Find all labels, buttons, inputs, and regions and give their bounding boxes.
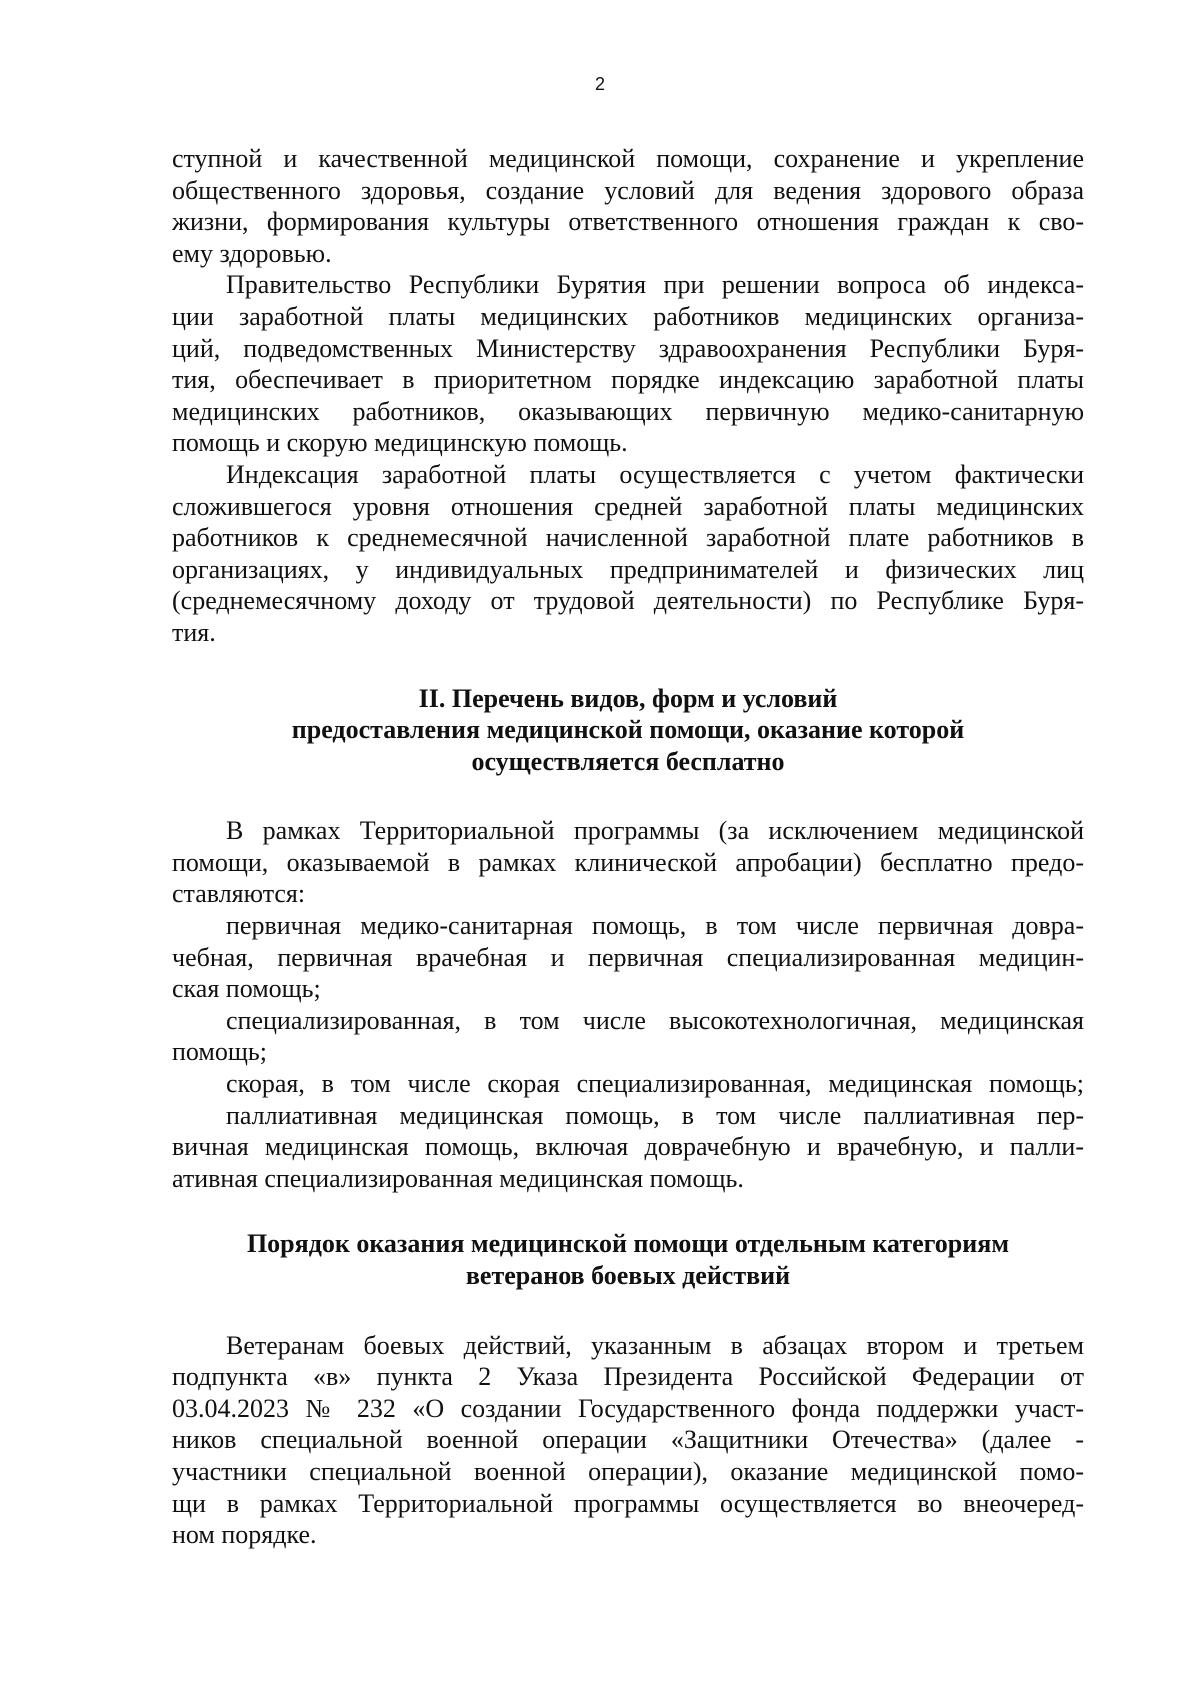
text-line: сложившегося уровня отношения средней заработной платы медицинских <box>172 491 1084 521</box>
text-line: жизни, формирования культуры ответственного отношения граждан к сво- <box>172 207 1084 237</box>
text-line: Индексация заработной платы осуществляется с учетом фактически <box>226 459 1084 489</box>
list-item-palliative-care <box>172 1100 1084 1195</box>
text-line: ставляются: <box>172 879 306 909</box>
text-line: ций, подведомственных Министерству здравоохранения Республики Буря- <box>172 333 1084 363</box>
document-body <box>172 143 1084 1551</box>
text-line: щи в рамках Территориальной программы осуществляется во внеочеред- <box>172 1488 1084 1518</box>
text-line: (среднемесячному доходу от трудовой деятельности) по Республике Буря- <box>172 586 1084 616</box>
section-heading-veterans <box>172 1228 1084 1291</box>
heading-line: Порядок оказания медицинской помощи отдельным категориям <box>246 1229 1010 1259</box>
paragraph-veterans-priority <box>172 1330 1084 1551</box>
text-line: участники специальной военной операции), оказание медицинской помо- <box>172 1456 1084 1486</box>
paragraph-continuation <box>172 143 1084 269</box>
heading-line: II. Перечень видов, форм и условий <box>418 683 838 713</box>
text-line: тия. <box>172 617 216 647</box>
text-line: тия, обеспечивает в приоритетном порядке индексацию заработной платы <box>172 365 1084 395</box>
paragraph-salary-indexation-priority <box>172 269 1084 459</box>
text-line: ном порядке. <box>172 1520 317 1550</box>
text-line: 03.04.2023 № 232 «О создании Государственного фонда поддержки участ- <box>172 1393 1084 1423</box>
heading-line: осуществляется бесплатно <box>471 746 785 776</box>
spacer <box>172 1194 1084 1228</box>
paragraph-program-scope <box>172 815 1084 910</box>
text-line: скорая, в том числе скорая специализированная, медицинская помощь; <box>226 1069 1084 1099</box>
section-heading-free-care <box>172 683 1084 778</box>
spacer <box>172 1292 1084 1330</box>
paragraph-salary-indexation-basis <box>172 459 1084 649</box>
text-line: паллиативная медицинская помощь, в том числе паллиативная пер- <box>226 1100 1084 1130</box>
heading-line: предоставления медицинской помощи, оказание которой <box>291 715 965 745</box>
text-line: вичная медицинская помощь, включая доврачебную и врачебную, и палли- <box>172 1132 1084 1162</box>
text-line: ников специальной военной операции «Защитники Отечества» (далее - <box>172 1425 1084 1455</box>
text-line: организациях, у индивидуальных предпринимателей и физических лиц <box>172 554 1084 584</box>
heading-line: ветеранов боевых действий <box>465 1261 791 1290</box>
text-line: работников к среднемесячной начисленной заработной плате работников в <box>172 523 1084 553</box>
text-line: помощи, оказываемой в рамках клинической апробации) бесплатно предо- <box>172 847 1084 877</box>
text-line: подпункта «в» пункта 2 Указа Президента Российской Федерации от <box>172 1362 1084 1392</box>
text-line: помощь и скорую медицинскую помощь. <box>172 428 628 458</box>
spacer <box>172 777 1084 815</box>
text-line: медицинских работников, оказывающих первичную медико-санитарную <box>172 396 1084 426</box>
text-line: ции заработной платы медицинских работников медицинских организа- <box>172 301 1084 331</box>
text-line: В рамках Территориальной программы (за исключением медицинской <box>226 816 1084 846</box>
text-line: первичная медико-санитарная помощь, в том числе первичная довра- <box>226 911 1084 941</box>
text-line: Правительство Республики Бурятия при решении вопроса об индекса- <box>226 270 1084 300</box>
list-item-emergency-care <box>172 1068 1084 1100</box>
text-line: чебная, первичная врачебная и первичная специализированная медицин- <box>172 942 1084 972</box>
text-line: Ветеранам боевых действий, указанным в абзацах втором и третьем <box>226 1330 1084 1360</box>
spacer <box>172 649 1084 683</box>
text-line: ативная специализированная медицинская помощь. <box>172 1163 744 1193</box>
text-line: помощь; <box>172 1037 267 1067</box>
text-line: ему здоровью. <box>172 238 332 268</box>
list-item-specialized-care <box>172 1005 1084 1068</box>
list-item-primary-care <box>172 910 1084 1005</box>
text-line: специализированная, в том числе высокотехнологичная, медицинская <box>226 1005 1084 1035</box>
text-line: ская помощь; <box>172 974 321 1004</box>
text-line: ступной и качественной медицинской помощи, сохранение и укрепление <box>172 144 1084 173</box>
text-line: общественного здоровья, создание условий для ведения здорового образа <box>172 175 1084 205</box>
page-number: 2 <box>594 74 605 94</box>
